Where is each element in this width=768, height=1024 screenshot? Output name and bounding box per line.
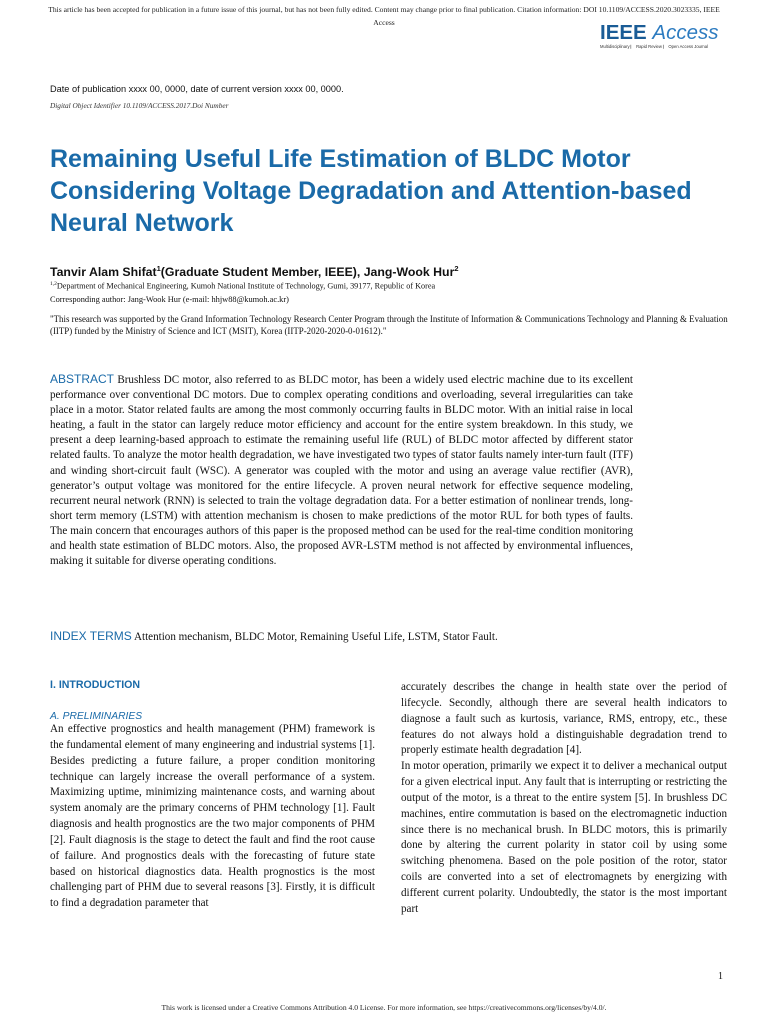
- publication-date: Date of publication xxxx 00, 0000, date of current version xxxx 00, 0000.: [50, 84, 344, 94]
- affiliation: [50, 279, 435, 292]
- left-column: [50, 722, 375, 912]
- author-2-sup: 2: [454, 264, 459, 273]
- corresponding-author: Corresponding author: Jang-Wook Hur (e-mail: hhjw88@kumoh.ac.kr): [50, 295, 289, 304]
- affiliation-text: Department of Mechanical Engineering, Kumoh National Institute of Technology, Gumi, 39177, Republic of Korea: [56, 281, 436, 291]
- author-1-sup: 1: [156, 264, 161, 273]
- logo-ieee: IEEE: [600, 21, 647, 44]
- author-1: Tanvir Alam Shifat: [50, 265, 157, 280]
- abstract-text: Brushless DC motor, also referred to as BLDC motor, has been a widely used electric machine due to its excellent performance over conventional DC motors. Due to complex operating conditions and overloading, several irregularities can take place in a motor. Stator related faults are among the most commonly occurring faults in BLDC motor. With an initial raise in local heating, a fault in the stator can largely reduce motor efficiency and account for the entire system breakdown. In this study, we present a deep learning-based approach to estimate the remaining useful life (RUL) of BLDC motor affected by different stator related faults. To analyze the motor health degradation, we have investigated two types of stator faults namely inter-turn fault (ITF) and winding short-circuit fault (WSC). A generator was coupled with the motor and using an average value rectifier (AVR), generator’s output voltage was monitored for the entire lifecycle. A proven neural network for effective sequence modeling, recurrent neural network (RNN) is selected to train the voltage degradation data. For a better estimation of nonlinear trends, long-short term memory (LSTM) with attention mechanism is chosen to make predictions of the motor RUL for both types of faults. The main concern that encourages authors of this paper is the proposed method can be used for the real-time condition monitoring and health state estimation of BLDC motors. Also, the proposed AVR-LSTM method is not affected by environmental influences, making it suitable for diverse operating conditions.: [50, 374, 633, 568]
- abstract-label: ABSTRACT: [50, 372, 115, 386]
- author-line: [50, 261, 459, 280]
- affiliation-sup: 1,2: [50, 281, 57, 287]
- page-number: 1: [718, 971, 723, 982]
- right-column: [401, 680, 727, 918]
- author-note: (Graduate Student Member, IEEE), Jang-Wook Hur: [160, 265, 455, 280]
- publication-notice: This article has been accepted for publication in a future issue of this journal, but has not been fully edited. Content may change prior to final publication. Citation information: DOI 10.1109/ACCESS.2020.3023335, IEEE Access: [48, 5, 720, 27]
- subsection-heading: A. PRELIMINARIES: [50, 711, 143, 722]
- index-terms-text: Attention mechanism, BLDC Motor, Remaining Useful Life, LSTM, Stator Fault.: [133, 631, 498, 643]
- ieee-access-logo: [600, 22, 732, 50]
- logo-wordmark: [600, 22, 732, 44]
- intro-paragraph-1: An effective prognostics and health management (PHM) framework is the fundamental element of many engineering and industrial systems [1]. Besides predicting a future failure, a proper condition monitoring technique can largely increase the overall performance of a system. Maximizing uptime, minimizing maintenance costs, and warning about system anomaly are the primary concerns of PHM technology [1]. Fault diagnosis and health prognostics are the two major components of PHM [2]. Fault diagnosis is the stage to detect the fault and find the root cause of failure. And prognostics deals with the forecasting of future state based on historical diagnostics data. Health prognostics is the most challenging part of PHM due to several reasons [3]. Firstly, it is difficult to find a degradation parameter that: [50, 723, 375, 910]
- index-terms: [50, 629, 633, 645]
- license-footer: This work is licensed under a Creative Commons Attribution 4.0 License. For more information, see https://creativecommons.org/licenses/by/4.0/.: [161, 1003, 607, 1012]
- abstract: [50, 372, 633, 569]
- section-heading: I. INTRODUCTION: [50, 679, 141, 691]
- funding-statement: "This research was supported by the Grand Information Technology Research Center Program through the Institute of Information & Communications Technology and Planning & Evaluation (IITP) funded by the Ministry of Science and ICT (MSIT), Korea (IITP-2020-2020-0-01612).": [50, 314, 728, 337]
- logo-tagline: Multidisciplinary ⎸ Rapid Review ⎸ Open Access Journal: [600, 44, 708, 49]
- logo-access: Access: [652, 21, 719, 44]
- paper-title: Remaining Useful Life Estimation of BLDC Motor Considering Voltage Degradation and Attention-based Neural Network: [50, 145, 692, 237]
- index-terms-label: INDEX TERMS: [50, 629, 132, 643]
- intro-paragraph-1-cont: accurately describes the change in health state over the period of lifecycle. Secondly, although there are several health indicators to diagnose a fault such as kurtosis, variance, RMS, entropy, etc., these features do not always hold a distinguishable degradation trend to properly estimate health degradation [4].: [401, 681, 727, 757]
- doi-line: Digital Object Identifier 10.1109/ACCESS.2017.Doi Number: [50, 101, 229, 110]
- intro-paragraph-2: In motor operation, primarily we expect it to deliver a mechanical output for a given electrical input. Any fault that is interrupting or restricting the output of the motor, is a threat to the entire system [5]. In brushless DC machines, entire commutation is based on the electromagnetic induction since there is no mechanical brush. In BLDC motors, this is primarily done by altering the current polarity in stator coil by using some switching phenomena. Based on the pole position of the rotor, stator coils are converted into a set of electromagnets by energizing with different current polarity. Undoubtedly, the stator is the most important part: [401, 760, 727, 915]
